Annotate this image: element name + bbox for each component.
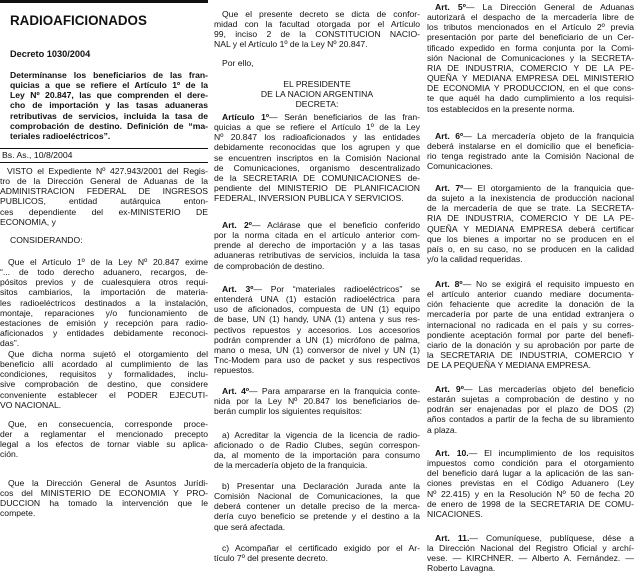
line-text: sive comprobación de destino, que considere <box>0 379 208 390</box>
line-text: legal a los efectos de tornar viable su aplica- <box>0 439 208 450</box>
line-text: montaje, reparaciones y/o funcionamiento de <box>0 307 208 318</box>
line-text: ciario de la donación y su aprobación por parte de <box>427 339 634 350</box>
text-line <box>0 400 208 410</box>
line-text: das”. <box>0 338 20 349</box>
article-label: Art. 5º <box>435 2 466 12</box>
line-text: pendiente del MINISTERIO DE PLANIFICACION <box>214 183 420 194</box>
line-text: — El otorgamiento de la franquicia que- <box>463 183 634 193</box>
article-8 <box>427 279 634 370</box>
line-text: QUEÑA Y MEDIANA EMPRESA DEL MINISTERIO <box>427 73 634 84</box>
text-line <box>427 22 634 32</box>
text-line <box>214 183 420 193</box>
text-line <box>214 173 420 183</box>
line-text: les radioeléctricos destinados a la instalación, <box>0 297 208 308</box>
text-line <box>0 429 208 439</box>
line-text: aficionado o de Radio Clubes, según correspon- <box>214 440 420 451</box>
line-text: Tnc-Modem para uso de packet y sus respectivos <box>214 355 420 366</box>
article-5 <box>427 2 634 114</box>
text-line <box>427 234 634 244</box>
text-line <box>0 277 208 287</box>
text-line <box>214 365 420 375</box>
line-text: cos del MINISTERIO DE ECONOMIA Y PRO- <box>0 488 208 499</box>
line-text: comprobación de destino. Definición de “ma- <box>10 120 208 131</box>
line-text: NAL y el Artículo 1º de la Ley Nº 20.847. <box>214 39 368 50</box>
text-line <box>427 2 634 12</box>
considerando-heading: CONSIDERANDO: <box>10 235 83 245</box>
text-line <box>427 193 634 203</box>
line-text: tificado expedido en forma conjunta por la Comi- <box>427 42 634 53</box>
text-line <box>214 220 420 230</box>
text-line <box>427 254 634 264</box>
por-ello: Por ello, <box>222 58 254 68</box>
text-line <box>427 468 634 478</box>
text-line <box>427 509 634 519</box>
place-date: Bs. As., 10/8/2004 <box>2 150 73 160</box>
date-rule <box>0 162 208 163</box>
text-line <box>214 132 420 142</box>
line-text: pósitos previos y de cualesquiera otros requi- <box>0 277 208 288</box>
line-text: por la norma citada en el artículo anterior com- <box>214 230 420 241</box>
line-text: años contados a partir de la fecha de su libramiento <box>427 414 634 425</box>
text-line <box>427 533 634 543</box>
line-text: DECRETA: <box>295 99 339 110</box>
article-label: Art. 7º <box>435 183 464 193</box>
line-text: EL PRESIDENTE <box>283 79 351 89</box>
text-line <box>10 111 208 121</box>
text-line <box>0 308 208 318</box>
text-line <box>0 359 208 369</box>
text-line <box>0 478 208 488</box>
text-line <box>427 151 634 161</box>
text-line <box>214 153 420 163</box>
line-text: internacional no radicada en el país y su corres- <box>427 319 634 330</box>
considerando-p2 <box>0 349 208 410</box>
article-label: Art. 10. <box>435 448 469 458</box>
text-line <box>214 543 420 553</box>
article-label: Art. 6º <box>435 131 464 141</box>
line-text: podrán comprender a UN (1) micrófono de palma, <box>214 334 420 345</box>
line-text: de la mercadería de que se trate. La SECRETA- <box>427 203 634 214</box>
line-text: b) Presentar una Declaración Jurada ante la <box>222 481 420 491</box>
line-text: tos establecidos en la presente norma. <box>427 103 575 114</box>
text-line <box>214 230 420 240</box>
text-line <box>0 369 208 379</box>
line-text: dería cuyo beneficio se pretende y el destino a la <box>214 511 420 522</box>
text-line <box>214 240 420 250</box>
text-line <box>427 384 634 394</box>
text-line <box>427 53 634 63</box>
text-line <box>427 224 634 234</box>
line-text: pectivos repuestos y accesorios. Los accesorios <box>214 324 420 335</box>
text-line <box>214 396 420 406</box>
article-label: Artículo 1º <box>222 112 269 122</box>
text-line <box>427 563 634 573</box>
text-line <box>427 543 634 553</box>
line-text: mercadería por parte de una entidad extranjera o <box>427 309 634 320</box>
line-text: 99, inciso 2 de la CONSTITUCION NACIO- <box>214 29 420 40</box>
line-text: compete. <box>0 508 36 519</box>
text-line <box>0 176 208 186</box>
line-text: quicias a que se refiere el Artículo 1º de la Ley <box>214 122 420 133</box>
text-line <box>427 425 634 435</box>
text-line <box>214 294 420 304</box>
line-text: tículo 7º del presente decreto. <box>214 553 328 564</box>
article-6 <box>427 131 634 172</box>
text-line <box>214 553 420 563</box>
text-line <box>214 9 420 19</box>
text-line <box>427 183 634 193</box>
text-line <box>427 43 634 53</box>
text-line <box>427 83 634 93</box>
text-line <box>427 489 634 499</box>
line-text: de base, UN (1) handy, UNA (1) antena y sus res- <box>214 314 420 325</box>
line-text: a) Acreditar la vigencia de la licencia de radio- <box>222 430 420 440</box>
article-2 <box>214 220 420 271</box>
text-line <box>214 284 420 294</box>
line-text: aficionados y entidades debidamente reconoci- <box>0 328 208 339</box>
line-text: RIA DE INDUSTRIA, COMERCIO Y DE LA PE- <box>427 213 634 224</box>
text-line <box>10 80 208 90</box>
article-7 <box>427 183 634 264</box>
line-text: de la SECRETARIA DE COMUNICACIONES de- <box>214 172 420 183</box>
line-text: — La Dirección General de Aduanas <box>465 2 634 12</box>
line-text: país o, en su caso, no se producen en la calidad <box>427 243 634 254</box>
line-text: — Serán beneficiarios de las fran- <box>269 112 420 122</box>
line-text: c) Acompañar el certificado exigido por el Ar- <box>222 543 420 553</box>
line-text: los tributos mencionados en el Artículo 2º previa <box>427 22 634 33</box>
text-line <box>427 104 634 114</box>
line-text: te que aquél ha dado cumplimiento a los requisi- <box>427 93 634 104</box>
line-text: — Comuníquese, publíquese, dése a <box>469 533 634 543</box>
text-line <box>0 508 208 518</box>
text-line <box>214 522 420 532</box>
text-line <box>427 73 634 83</box>
article-1 <box>214 112 420 203</box>
text-line <box>10 70 208 80</box>
line-text: Determínanse los beneficiarios de las fran- <box>10 70 208 80</box>
line-text: del beneficio dará lugar a la aplicación de las san- <box>427 468 634 479</box>
line-text: — No se exigirá el requisito impuesto en <box>462 279 634 289</box>
text-line <box>427 350 634 360</box>
line-text: cho de importación y las tasas aduaneras <box>10 100 208 111</box>
text-line <box>427 289 634 299</box>
text-line <box>0 267 208 277</box>
line-text: a plaza. <box>427 424 458 435</box>
considerando-p1 <box>0 257 208 348</box>
line-text: Que el presente decreto se dicta de confor- <box>222 9 420 19</box>
text-line <box>214 89 420 99</box>
text-line <box>427 141 634 151</box>
line-text: entenderá UNA (1) estación radioeléctrica para <box>214 294 420 305</box>
line-text: Nº 22.415) y en la Resolución Nº 50 de fecha 20 <box>427 488 634 499</box>
line-text: teriales radioeléctricos”. <box>10 130 111 141</box>
line-text: repuestos. <box>214 365 255 376</box>
text-line <box>427 309 634 319</box>
line-text: nida por la Ley Nº 20.847 los beneficiarios de- <box>214 396 420 407</box>
text-line <box>0 298 208 308</box>
line-text: presentación por parte del beneficiario de un Cer- <box>427 32 634 43</box>
line-text: de la mercadería objeto de la franquicia. <box>214 460 368 471</box>
article-4 <box>214 386 420 416</box>
article-3 <box>214 284 420 375</box>
text-line <box>0 498 208 508</box>
text-line <box>427 553 634 563</box>
line-text: pondiente aceptación formal por parte del benefi- <box>427 329 634 340</box>
text-line <box>427 394 634 404</box>
line-text: berán cumplir los siguientes requisitos: <box>214 406 363 417</box>
text-line <box>10 131 208 141</box>
text-line <box>10 121 208 131</box>
article-11 <box>427 533 634 574</box>
line-text: Comunicaciones. <box>427 161 493 172</box>
text-line <box>427 414 634 424</box>
considerando-p3 <box>0 419 208 460</box>
line-text: de Comunicaciones, organismo descentralizado <box>214 162 420 173</box>
line-text: de enero de 1998 de la SECRETARIA DE COMU- <box>427 498 634 509</box>
text-line <box>427 161 634 171</box>
article-label: Art. 4º <box>222 386 250 396</box>
text-line <box>0 488 208 498</box>
decree-preamble <box>214 9 420 50</box>
line-text: deberá contener un detalle preciso de la merca- <box>214 501 420 512</box>
line-text: prende al derecho de importación y a las tasas <box>214 240 420 251</box>
line-text: Que el Artículo 1º de la Ley Nº 20.847 exime <box>8 257 208 267</box>
text-line <box>214 122 420 132</box>
text-line <box>0 419 208 429</box>
article-4-item-b <box>214 481 420 532</box>
text-line <box>0 379 208 389</box>
text-line <box>427 320 634 330</box>
line-text: DE LA PEQUEÑA Y MEDIANA EMPRESA. <box>427 360 591 371</box>
top-rule <box>0 0 208 3</box>
line-text: RIA DE INDUSTRIA, COMERCIO Y DE LA PE- <box>427 62 634 73</box>
line-text: DE ECONOMIA Y PRODUCCION, en el que cons- <box>427 83 634 94</box>
text-line <box>427 340 634 350</box>
line-text: conveniente establecer el PODER EJECUTI- <box>0 389 208 400</box>
text-line <box>214 440 420 450</box>
line-text: condiciones, requisitos y formalidades, inclu- <box>0 369 208 380</box>
text-line <box>214 386 420 396</box>
text-line <box>0 166 208 176</box>
line-text: sitos cambiarios, la importación de materia- <box>0 287 208 298</box>
text-line <box>0 449 208 459</box>
line-text: da sujeto a la inexistencia de producción nacional <box>427 193 634 204</box>
line-text: DE LA NACION ARGENTINA <box>260 89 374 100</box>
line-text: rio tenga registrado ante la Comisión Nacional de <box>427 151 634 162</box>
text-line <box>214 325 420 335</box>
line-text: DUCCION ha tomado la intervención que le <box>0 498 208 509</box>
text-line <box>427 448 634 458</box>
line-text: midad con la facultad otorgada por el Artículo <box>214 19 420 30</box>
line-text: de comprobación de destino. <box>214 260 325 271</box>
text-line <box>214 304 420 314</box>
text-line <box>427 279 634 289</box>
decree-number: Decreto 1030/2004 <box>10 49 91 59</box>
line-text: — Las mercaderías objeto del beneficio <box>463 384 634 394</box>
line-text: NICACIONES. <box>427 508 483 519</box>
line-text: el artículo anterior cuando mediare documenta- <box>427 289 634 300</box>
line-text: se encuentren inscriptos en la Comisión Nacional <box>214 152 420 163</box>
text-line <box>0 318 208 328</box>
line-text: ciones previstas en el Código Aduanero (Ley <box>427 478 634 489</box>
text-line <box>0 287 208 297</box>
summary-rule <box>0 148 208 149</box>
text-line <box>0 338 208 348</box>
line-text: Que dicha norma sujetó el otorgamiento del <box>8 349 208 359</box>
line-text: FEDERAL, INVERSION PUBLICA Y SERVICIOS. <box>214 193 404 204</box>
line-text: — Para ampararse en la franquicia conte- <box>249 386 420 396</box>
text-line <box>214 142 420 152</box>
line-text: Que, en consecuencia, corresponde proce- <box>8 419 208 429</box>
text-line <box>427 32 634 42</box>
line-text: da, al momento de la importación para consumo <box>214 450 420 461</box>
text-line <box>427 12 634 22</box>
text-line <box>0 217 208 227</box>
line-text: ción. <box>0 449 19 460</box>
text-line <box>427 203 634 213</box>
text-line <box>427 458 634 468</box>
line-text: estarán sujetas a comprobación de destino y no <box>427 394 634 405</box>
text-line <box>214 335 420 345</box>
text-line <box>214 511 420 521</box>
text-line <box>10 100 208 110</box>
text-line <box>427 330 634 340</box>
text-line <box>0 207 208 217</box>
section-title: RADIOAFICIONADOS <box>10 13 147 28</box>
text-line <box>214 491 420 501</box>
text-line <box>427 244 634 254</box>
text-line <box>214 250 420 260</box>
text-line <box>0 196 208 206</box>
line-text: beneficio allí acordado al cumplimiento de las <box>0 359 208 370</box>
line-text: QUEÑA Y MEDIANA EMPRESA deberá certificar <box>427 223 634 234</box>
line-text: — Aclárase que el beneficio conferido <box>251 220 420 230</box>
line-text: mano o mesa, UN (1) conversor de nivel y UN (1) <box>214 344 420 355</box>
text-line <box>0 439 208 449</box>
line-text: quicias a que se refiere el Artículo 1º de la <box>10 80 208 91</box>
line-text: estaciones de emisión y recepción para radio- <box>0 317 208 328</box>
text-line <box>214 19 420 29</box>
line-text: Ley Nº 20.847, las que comprenden el dere- <box>10 90 208 101</box>
text-line <box>214 193 420 203</box>
line-text: aduaneras retributivas de servicios, incluida la tasa <box>214 250 420 261</box>
line-text: impuestos como condición para el otorgamiento <box>427 458 634 469</box>
line-text: ces dependiente del ex-MINISTERIO DE <box>0 206 208 217</box>
text-line <box>214 39 420 49</box>
text-line <box>0 186 208 196</box>
considerando-p4 <box>0 478 208 519</box>
text-line <box>214 163 420 173</box>
line-text: la Dirección Nacional del Registro Oficial y archí- <box>427 543 634 554</box>
line-text: Que la Dirección General de Asuntos Jurídi- <box>8 478 208 488</box>
line-text: que los bienes a importar no se producen en el <box>427 233 634 244</box>
line-text: Nº 20.847 los radioaficionados y las entidades <box>214 132 420 143</box>
line-text: — El incumplimiento de los requisitos <box>468 448 634 458</box>
line-text: der a reglamentar el mencionado precepto <box>0 429 208 440</box>
text-line <box>214 29 420 39</box>
article-label: Art. 3º <box>222 284 254 294</box>
text-line <box>214 450 420 460</box>
text-line <box>214 345 420 355</box>
line-text: ECONOMIA, y <box>0 216 56 227</box>
text-line <box>427 360 634 370</box>
line-text: VO NACIONAL. <box>0 399 62 410</box>
line-text: Comisión Nacional de Comunicaciones, la que <box>214 491 420 502</box>
line-text: y/o la calidad requeridas. <box>427 254 523 265</box>
text-line <box>214 460 420 470</box>
line-text: — Por “materiales radioeléctricos” se <box>253 284 420 294</box>
text-line <box>214 79 420 89</box>
line-text: VISTO el Expediente Nº 427.943/2001 del Regis- <box>7 166 208 176</box>
text-line <box>214 355 420 365</box>
text-line <box>214 501 420 511</box>
decree-summary <box>10 70 208 141</box>
text-line <box>427 478 634 488</box>
text-line <box>214 430 420 440</box>
visto-paragraph <box>0 166 208 227</box>
line-text: retributivas de servicios, incluida la tasa de <box>10 110 208 121</box>
text-line <box>427 63 634 73</box>
text-line <box>427 93 634 103</box>
president-decreta <box>214 79 420 109</box>
article-4-item-a <box>214 430 420 471</box>
text-line <box>214 112 420 122</box>
article-9 <box>427 384 634 435</box>
line-text: Roberto Lavagna. <box>427 563 496 574</box>
line-text: uso de aficionados, compuesta de UN (1) equipo <box>214 304 420 315</box>
line-text: ADMINISTRACION FEDERAL DE INGRESOS <box>0 186 208 197</box>
text-line <box>427 213 634 223</box>
text-line <box>214 261 420 271</box>
article-10 <box>427 448 634 519</box>
text-line <box>427 499 634 509</box>
article-label: Art. 11. <box>435 533 470 543</box>
text-line <box>427 131 634 141</box>
line-text: vese. — KIRCHNER. — Alberto A. Fernández. — <box>427 553 634 564</box>
article-label: Art. 9º <box>435 384 464 394</box>
line-text: ción fehaciente que acredite la donación de la <box>427 299 634 310</box>
line-text: PUBLICOS, entidad autárquica enton- <box>0 196 208 207</box>
line-text: deberá instalarse en el domicilio que el beneficia- <box>427 141 634 152</box>
text-line <box>427 299 634 309</box>
line-text: sión Nacional de Comunicaciones y la SECRETA- <box>427 52 634 63</box>
text-line <box>214 99 420 109</box>
text-line <box>0 328 208 338</box>
line-text: debidamente reconocidas que los agrupen y que <box>214 142 420 153</box>
line-text: “... de todo derecho aduanero, recargos, de- <box>0 267 208 278</box>
article-label: Art. 8º <box>435 279 463 289</box>
article-label: Art. 2º <box>222 220 252 230</box>
line-text: la SECRETARIA DE INDUSTRIA, COMERCIO Y <box>427 350 634 361</box>
line-text: que será afectada. <box>214 521 286 532</box>
line-text: tro de la Dirección General de Aduanas de la <box>0 176 208 187</box>
text-line <box>214 314 420 324</box>
text-line <box>0 257 208 267</box>
article-4-item-c <box>214 543 420 563</box>
line-text: — La mercadería objeto de la franquicia <box>463 131 634 141</box>
text-line <box>214 481 420 491</box>
line-text: podrán ser enajenadas por el plazo de DOS (2) <box>427 404 634 415</box>
text-line <box>0 390 208 400</box>
text-line <box>214 406 420 416</box>
line-text: autorizará el despacho de la mercadería libre de <box>427 12 634 23</box>
text-line <box>427 404 634 414</box>
text-line <box>0 349 208 359</box>
text-line <box>10 90 208 100</box>
